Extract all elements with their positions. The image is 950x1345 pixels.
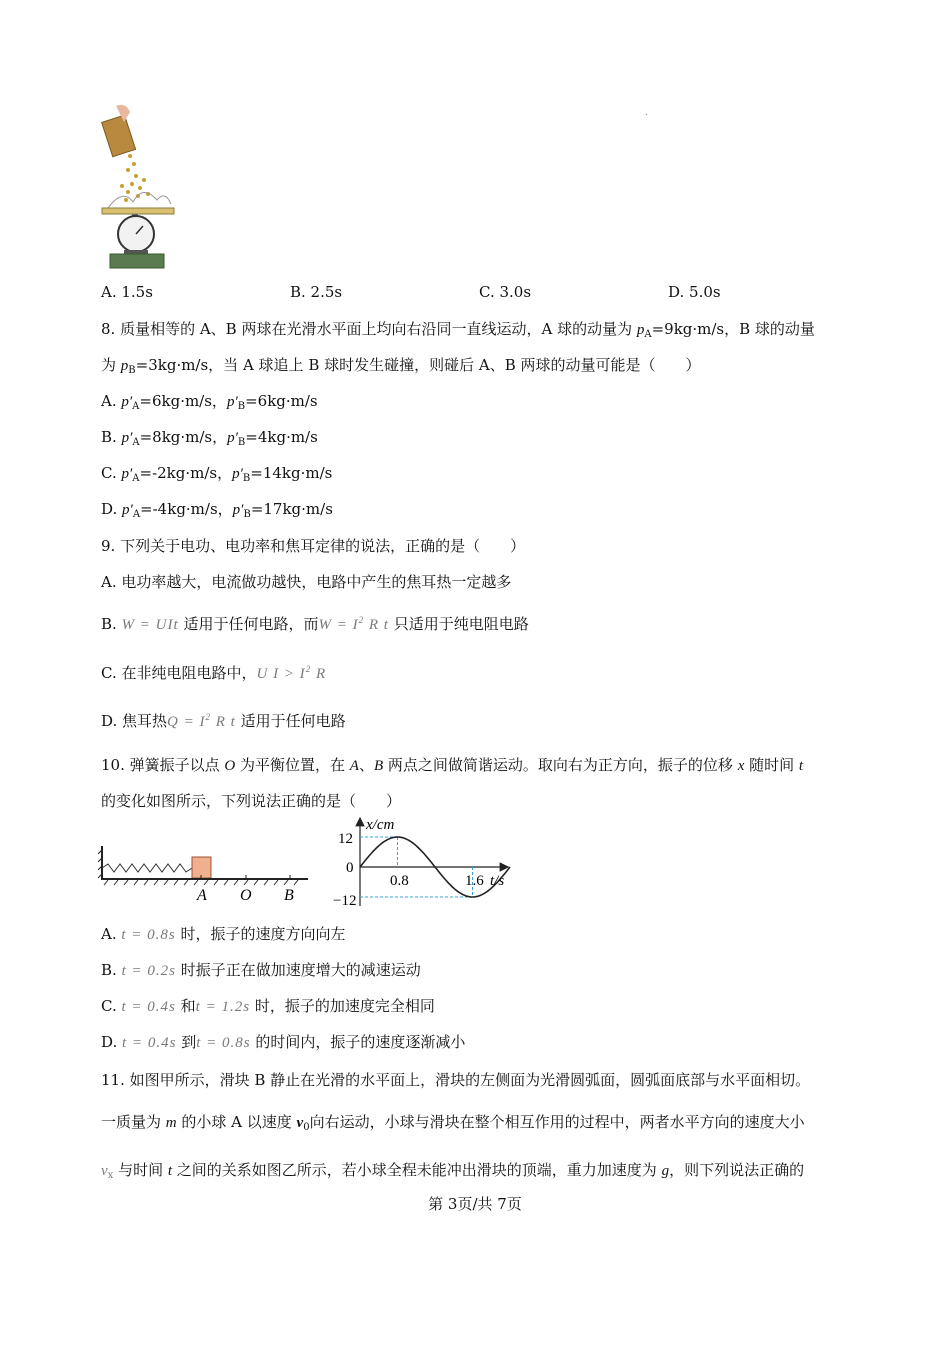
- x-tick-0.8: 0.8: [390, 873, 409, 889]
- x-axis-label: t/s: [490, 873, 505, 889]
- q10-option-b[interactable]: B. t = 0.2s 时振子正在做加速度增大的减速运动: [101, 961, 421, 979]
- q9-option-b[interactable]: B. W = UIt 适用于任何电路，而$W = I^2$ R t 只适用于纯电阻电路: [101, 615, 529, 633]
- q10-stem-line2: 的变化如图所示，下列说法正确的是（ ）: [101, 792, 402, 810]
- q8-option-a[interactable]: A. $p'_A=6kg\cdot m/s$，$p'_B=6kg\cdot m/s$: [101, 392, 318, 412]
- q8-option-c[interactable]: C. $p'_A=-2kg\cdot m/s$，$p'_B=14kg\cdot m/s$: [101, 464, 333, 484]
- oscillator-block: [192, 857, 211, 878]
- q7-option-a[interactable]: A. 1.5s: [101, 283, 153, 301]
- q11-stem-line1: 11. 如图甲所示，滑块 B 静止在光滑的水平面上，滑块的左侧面为光滑圆弧面，圆弧面底部与水平面相切。: [101, 1071, 811, 1089]
- q8-option-d[interactable]: D. $p'_A=-4kg\cdot m/s$，$p'_B=17kg\cdot m/s$: [101, 500, 333, 520]
- q8-stem-line1: 8. 质量相等的 A、B 两球在光滑水平面上均向右沿同一直线运动，A 球的动量为 $p_A=9kg\cdot m/s$，B 球的动量: [101, 320, 815, 340]
- page-footer: 第 3页/共 7页: [428, 1195, 522, 1213]
- q8-option-b[interactable]: B. $p'_A=8kg\cdot m/s$，$p'_B=4kg\cdot m/s$: [101, 428, 318, 448]
- scale-illustration: [98, 104, 178, 270]
- q7-option-c[interactable]: C. 3.0s: [479, 283, 532, 301]
- x-tick-1.6: 1.6: [465, 873, 484, 889]
- q10-option-a[interactable]: A. t = 0.8s 时，振子的速度方向向左: [101, 925, 346, 943]
- y-tick-0: 0: [346, 860, 354, 876]
- dot-mark: .: [645, 108, 648, 117]
- q11-stem-line3: $v_x$ 与时间 t 之间的关系如图乙所示，若小球全程未能冲出滑块的顶端，重力加速度为 g，则下列说法正确的: [101, 1161, 805, 1181]
- label-O: O: [240, 887, 252, 904]
- q7-option-d[interactable]: D. 5.0s: [668, 283, 721, 301]
- q9-stem: 9. 下列关于电功、电功率和焦耳定律的说法，正确的是（ ）: [101, 537, 526, 555]
- q11-stem-line2: 一质量为 m 的小球 A 以速度 $v_0$向右运动，小球与滑块在整个相互作用的过程中，两者水平方向的速度大小: [101, 1113, 805, 1133]
- spring-oscillator-figure: [98, 842, 313, 906]
- q7-options: [101, 283, 851, 303]
- y-tick-12: 12: [338, 831, 353, 847]
- q9-option-c[interactable]: C. 在非纯电阻电路中，U $I > I^2$ R: [101, 664, 327, 682]
- label-A: A: [197, 887, 207, 904]
- displacement-time-graph: [330, 812, 520, 912]
- y-axis-label: x/cm: [366, 817, 395, 833]
- q10-option-d[interactable]: D. t = 0.4s 到t = 0.8s 的时间内，振子的速度逐渐减小: [101, 1033, 466, 1051]
- q10-option-c[interactable]: C. t = 0.4s 和t = 1.2s 时，振子的加速度完全相同: [101, 997, 435, 1015]
- q9-option-a[interactable]: A. 电功率越大，电流做功越快，电路中产生的焦耳热一定越多: [101, 573, 512, 591]
- q8-stem-line2: 为 $p_B=3kg\cdot m/s$，当 A 球追上 B 球时发生碰撞，则碰后 A、B 两球的动量可能是（ ）: [101, 356, 701, 376]
- label-B: B: [284, 887, 294, 904]
- q10-stem-line1: 10. 弹簧振子以点 O 为平衡位置，在 A、B 两点之间做简谐运动。取向右为正方向，振子的位移 x 随时间 t: [101, 756, 804, 774]
- q7-option-b[interactable]: B. 2.5s: [290, 283, 343, 301]
- y-tick-minus-12: −12: [333, 893, 357, 909]
- q9-option-d[interactable]: D. 焦耳热$Q = I^2$ R t 适用于任何电路: [101, 712, 346, 730]
